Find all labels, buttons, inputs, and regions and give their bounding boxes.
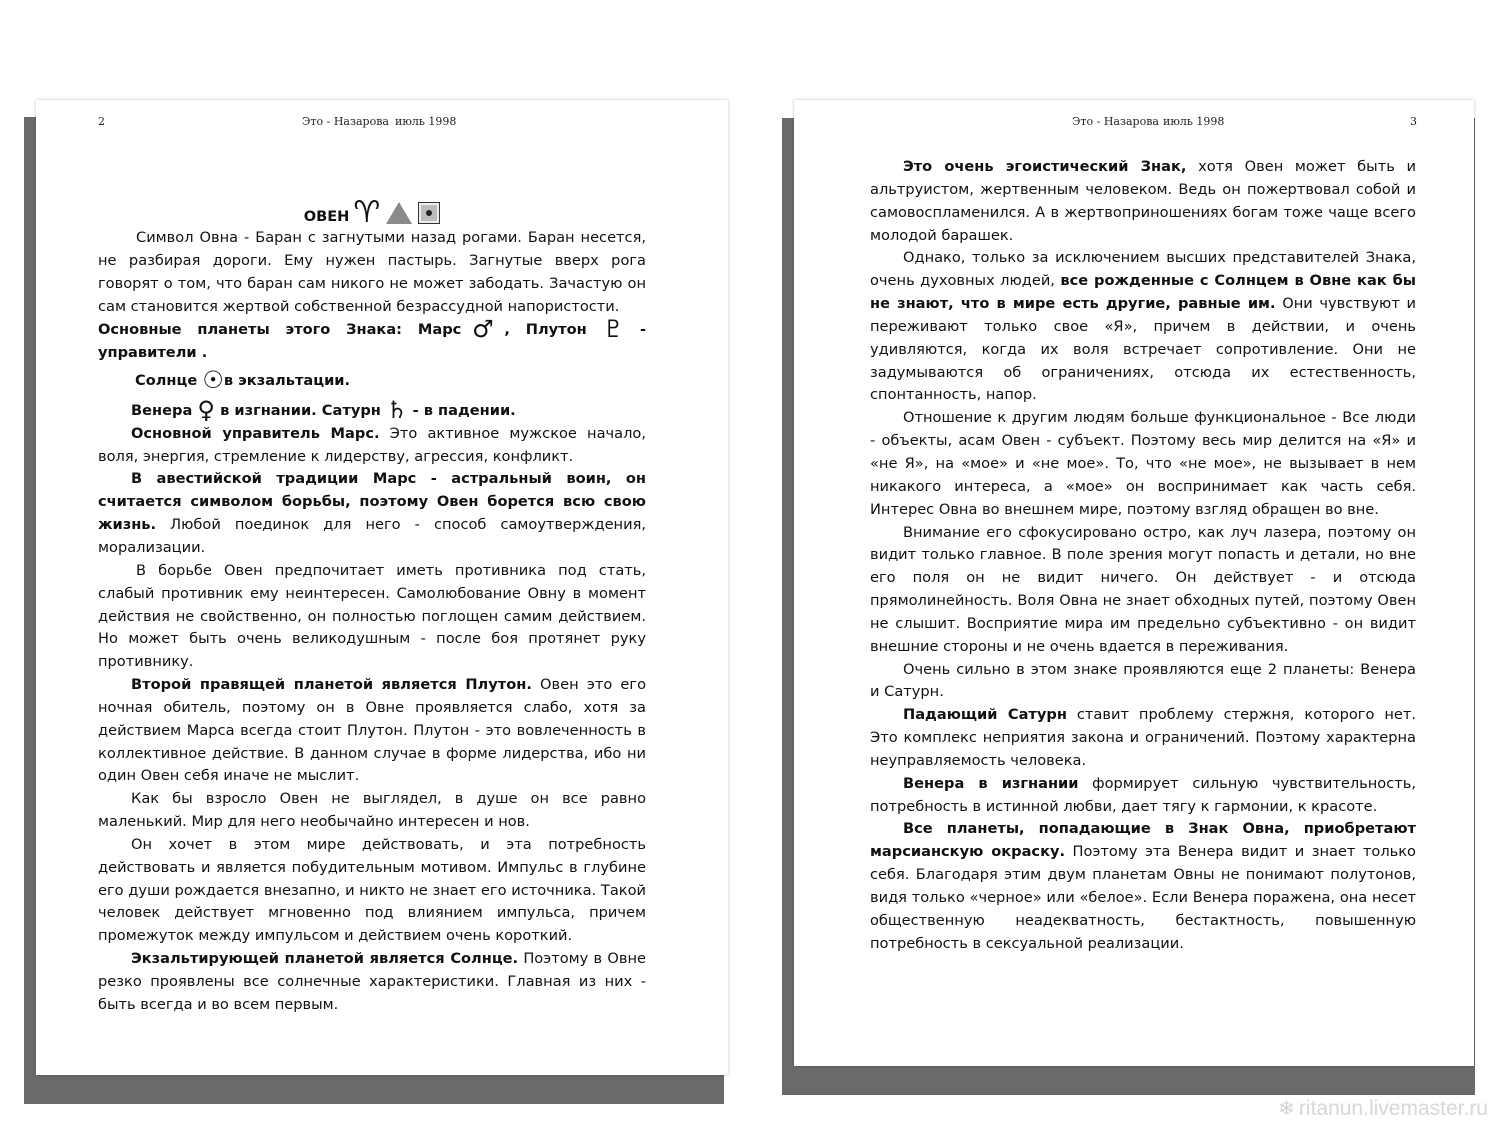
paragraph: В борьбе Овен предпочитает иметь противника под стать, слабый противник ему неинтересен. Самолюбование Овну в момент действия не свойственно, он полностью поглощен самим действием. Но может быть очень великодушным - после боя протянет руку противнику.: [98, 561, 646, 671]
planets-line: Основные планеты этого Знака: Марс♂, Плутон ♇ - управители .: [98, 315, 646, 362]
paragraph: Это очень эгоистический Знак, хотя Овен может быть и альтруистом, жертвенным человеком. Ведь он пожертвовал собой и самовоспламенился. А в жертвоприношениях богам тоже чаще всего молодой барашек.: [870, 158, 1416, 244]
paragraph: Второй правящей планетой является Плутон. Овен это его ночная обитель, поэтому он в Овне проявляется слабо, хотя за действием Марса всегда стоит Плутон. Плутон - это вовлеченность в коллективное действие. В данном случае в форме лидерства, ибо ни один Овен себя иначе не мыслит.: [98, 676, 647, 785]
fire-triangle-icon: [386, 202, 412, 224]
header-date: июль 1998: [395, 115, 457, 128]
paragraph: Очень сильно в этом знаке проявляются еще 2 планеты: Венера и Сатурн.: [870, 660, 1416, 701]
sun-line: Солнце ☉в экзальтации.: [135, 366, 351, 395]
paragraph: Венера в изгнании формирует сильную чувствительность, потребность в истинной любви, дает тягу к гармонии, к красоте.: [870, 774, 1416, 815]
page-body: [98, 193, 646, 1017]
header-author: Это - Назарова: [1072, 115, 1159, 128]
page-number: 3: [1410, 115, 1417, 128]
sun-icon: ☉: [202, 366, 224, 395]
header-author: Это - Назарова: [302, 115, 389, 128]
venus-line: Венера ♀ в изгнании. Сатурн ♄ - в падении.: [131, 395, 516, 424]
page-3: [794, 100, 1474, 1066]
paragraph: Падающий Сатурн ставит проблему стержня, которого нет. Это комплекс неприятия закона и ограничений. Поэтому характерна неуправляемость человека.: [870, 706, 1416, 769]
page-body: [870, 156, 1416, 956]
saturn-icon: ♄: [385, 395, 408, 424]
paragraph: Основной управитель Марс. Это активное мужское начало, воля, энергия, стремление к лидерству, агрессия, конфликт.: [98, 424, 646, 465]
paragraph: Как бы взросло Овен не выглядел, в душе он все равно маленький. Мир для него необычайно интересен и нов.: [98, 790, 646, 831]
watermark: ❄ ritanun.livemaster.ru: [1278, 1097, 1488, 1120]
page-number: 2: [98, 115, 105, 128]
paragraph: Все планеты, попадающие в Знак Овна, приобретают марсианскую окраску. Поэтому эта Венера видит и знает только себя. Благодаря этим двум планетам Овны не понимают полутонов, видя только «черное» или «белое». Если Венера поражена, она несет общественную неадекватность, бестактность, повышенную потребность в сексуальной реализации.: [870, 820, 1416, 952]
paragraph: Внимание его сфокусировано остро, как луч лазера, поэтому он видит только главное. В поле зрения могут попасть и детали, но вне его поля он не видит ничего. Он действует - и отсюда прямолинейность. Воля Овна не знает обходных путей, поэтому Овен не слышит. Восприятие мира им предельно субъективно - он видит внешние стороны и не очень вдается в переживания.: [870, 523, 1416, 655]
snowflake-icon: ❄: [1278, 1098, 1295, 1120]
paragraph: Отношение к другим людям больше функциональное - Все люди - объекты, асам Овен - субъект. Поэтому весь мир делится на «Я» и «не Я», на «мое» и «не мое». То, что «не мое», не вызывает в нем никакого интереса, а «мое» он воспринимает как часть себя. Интерес Овна во внешнем мире, поэтому взгляд обращен во вне.: [870, 409, 1416, 518]
sun-square-icon: [418, 202, 440, 224]
paragraph: Однако, только за исключением высших представителей Знака, очень духовных людей, все рожденные с Солнцем в Овне как бы не знают, что в мире есть другие, равные им. Они чувствуют и переживают только свое «Я», причем в действии, и очень удивляются, когда их воля встречает сопротивление. Они не задумываются об ограничениях, отсюда их естественность, спонтанность, напор.: [870, 249, 1416, 404]
venus-icon: ♀: [197, 395, 215, 424]
mars-icon: ♂: [461, 315, 505, 344]
title-text: ОВЕН: [303, 208, 350, 225]
header-date: июль 1998: [1163, 115, 1225, 128]
aries-icon: ♈: [353, 195, 381, 230]
page-2: [36, 100, 728, 1075]
pluto-icon: ♇: [602, 315, 625, 344]
paragraph: Экзальтирующей планетой является Солнце. Поэтому в Овне резко проявлены все солнечные характеристики. Главная из них - быть всегда и во всем первым.: [98, 950, 646, 1013]
paragraph: В авестийской традиции Марс - астральный воин, он считается символом борьбы, поэтому Овен борется всю свою жизнь. Любой поединок для него - способ самоутверждения, морализации.: [98, 470, 646, 556]
paragraph: Символ Овна - Баран с загнутыми назад рогами. Баран несется, не разбирая дороги. Ему нужен пастырь. Загнутые вверх рога говорят о том, что баран сам никого не может забодать. Зачастую он сам становится жертвой собственной безрассудной напористости.: [98, 229, 646, 315]
paragraph: Он хочет в этом мире действовать, и эта потребность действовать и является побудительным мотивом. Импульс в глубине его души рождается внезапно, и никто не знает его источника. Такой человек действует мгновенно под влиянием импульса, причем промежуток между импульсом и действием очень короткий.: [98, 835, 646, 945]
